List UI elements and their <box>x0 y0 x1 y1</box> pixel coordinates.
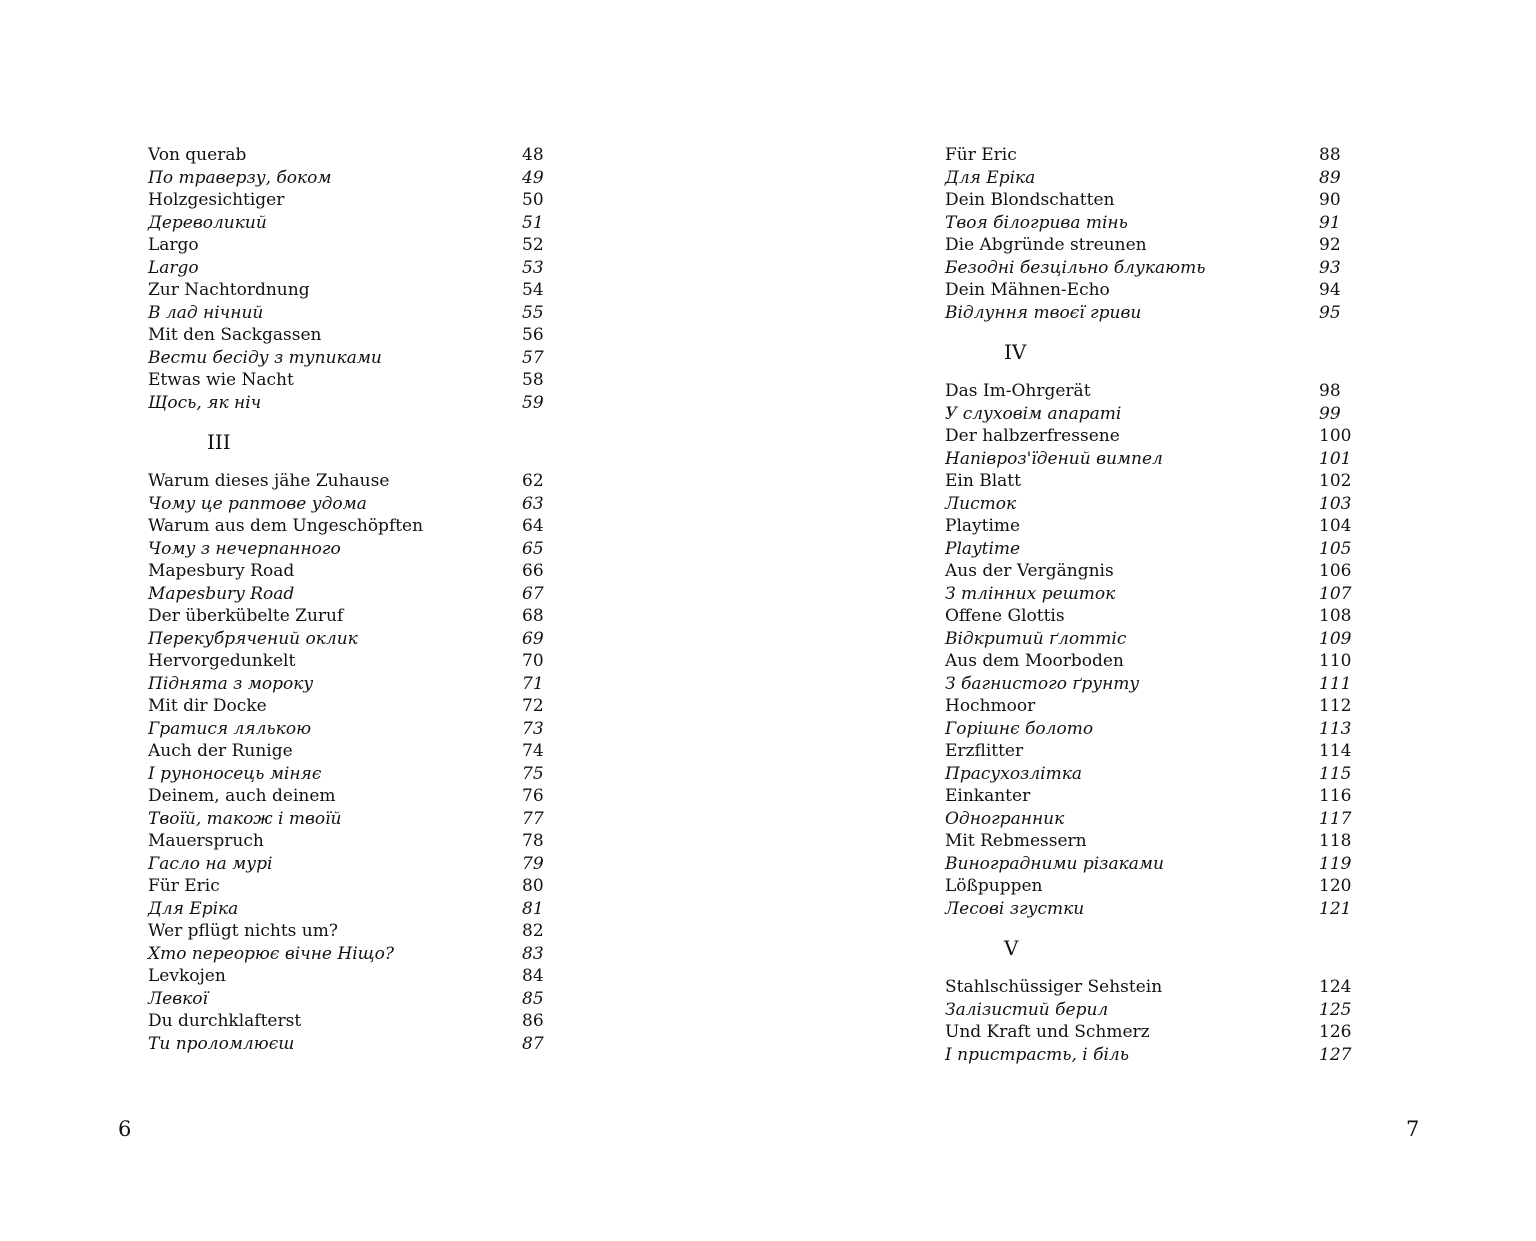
toc-entry-page: 117 <box>1319 808 1352 829</box>
toc-entry-title: Горішнє болото <box>945 718 1094 739</box>
page-number: 6 <box>118 1117 132 1141</box>
toc-entry-page: 82 <box>522 921 544 941</box>
toc-entry <box>945 167 1347 190</box>
toc-entry-page: 112 <box>1319 696 1352 716</box>
toc-entry-title: Mauerspruch <box>148 831 264 851</box>
toc-entry <box>148 650 544 673</box>
toc-entry-title: Одногранник <box>945 808 1065 829</box>
toc-entry <box>945 898 1352 921</box>
toc-entry <box>945 976 1352 999</box>
toc-entry-page: 88 <box>1319 145 1341 165</box>
toc-entry-page: 80 <box>522 876 544 896</box>
toc-entry-page: 68 <box>522 606 544 626</box>
toc-entry-title: Der überkübelte Zuruf <box>148 606 344 626</box>
toc-entry-title: Für Eric <box>148 876 220 896</box>
toc-entry-page: 111 <box>1319 673 1352 694</box>
toc-entry-title: Mit Rebmessern <box>945 831 1087 851</box>
page-number: 7 <box>1406 1117 1420 1141</box>
toc-right <box>945 144 1352 1066</box>
toc-group <box>945 976 1352 1066</box>
toc-entry-title: Hervorgedunkelt <box>148 651 296 671</box>
toc-entry-page: 99 <box>1319 403 1341 424</box>
toc-entry <box>945 144 1347 167</box>
toc-entry-title: І пристрасть, і біль <box>945 1044 1129 1065</box>
toc-entry-title: Die Abgründe streunen <box>945 235 1147 255</box>
toc-entry-title: Largo <box>148 235 199 255</box>
toc-entry-page: 55 <box>522 302 544 323</box>
toc-entry-page: 86 <box>522 1011 544 1031</box>
toc-entry-page: 120 <box>1319 876 1352 896</box>
toc-entry-page: 114 <box>1319 741 1352 761</box>
toc-entry-page: 100 <box>1319 426 1352 446</box>
toc-entry-title: Залізистий берил <box>945 999 1109 1020</box>
toc-entry-page: 87 <box>522 1033 544 1054</box>
toc-entry <box>148 943 544 966</box>
toc-entry-title: Hochmoor <box>945 696 1036 716</box>
toc-entry-title: Твоїй, також і твоїй <box>148 808 342 829</box>
toc-entry <box>148 538 544 561</box>
toc-entry-title: Щось, як ніч <box>148 392 262 413</box>
toc-entry <box>945 538 1352 561</box>
toc-entry <box>945 380 1347 403</box>
toc-entry-page: 62 <box>522 471 544 491</box>
toc-entry-title: Mit dir Docke <box>148 696 267 716</box>
toc-entry-page: 101 <box>1319 448 1352 469</box>
toc-entry <box>945 1021 1352 1044</box>
toc-entry-page: 110 <box>1319 651 1352 671</box>
toc-entry-title: Aus dem Moorboden <box>945 651 1124 671</box>
section-heading: III <box>207 430 231 454</box>
toc-entry-title: Чому з нечерпанного <box>148 538 341 559</box>
toc-entry-page: 121 <box>1319 898 1352 919</box>
toc-entry <box>945 628 1352 651</box>
toc-entry-page: 69 <box>522 628 544 649</box>
toc-entry-title: Відлуння твоєї гриви <box>945 302 1142 323</box>
toc-entry <box>945 673 1352 696</box>
toc-entry <box>148 875 544 898</box>
toc-entry <box>148 167 544 190</box>
toc-entry-title: Warum dieses jähe Zuhause <box>148 471 390 491</box>
toc-entry <box>148 988 544 1011</box>
toc-entry <box>945 425 1352 448</box>
toc-entry <box>148 369 544 392</box>
toc-entry <box>148 583 544 606</box>
toc-entry <box>148 279 544 302</box>
toc-entry-page: 91 <box>1319 212 1341 233</box>
toc-entry <box>148 830 544 853</box>
toc-entry-title: Dein Blondschatten <box>945 190 1115 210</box>
toc-entry-title: Levkojen <box>148 966 226 986</box>
toc-entry-page: 83 <box>522 943 544 964</box>
toc-entry <box>945 493 1352 516</box>
toc-entry <box>148 808 544 831</box>
toc-entry-title: Playtime <box>945 538 1021 559</box>
toc-entry-page: 74 <box>522 741 544 761</box>
toc-entry-page: 78 <box>522 831 544 851</box>
toc-entry-page: 75 <box>522 763 544 784</box>
toc-entry-page: 103 <box>1319 493 1352 514</box>
toc-entry <box>945 302 1347 325</box>
toc-entry-page: 76 <box>522 786 544 806</box>
toc-entry-title: Aus der Vergängnis <box>945 561 1114 581</box>
toc-entry-title: Der halbzerfressene <box>945 426 1120 446</box>
toc-entry-title: Für Eric <box>945 145 1017 165</box>
toc-entry-page: 50 <box>522 190 544 210</box>
toc-entry <box>148 189 544 212</box>
toc-entry-title: Для Еріка <box>945 167 1036 188</box>
toc-entry <box>945 740 1352 763</box>
toc-entry-title: З тлінних решток <box>945 583 1116 604</box>
toc-entry <box>148 324 544 347</box>
toc-group <box>945 144 1347 324</box>
toc-entry-page: 72 <box>522 696 544 716</box>
toc-entry-title: Перекубрячений оклик <box>148 628 358 649</box>
toc-entry-page: 93 <box>1319 257 1341 278</box>
toc-entry-title: Mapesbury Road <box>148 583 295 604</box>
toc-entry-title: Du durchklafterst <box>148 1011 302 1031</box>
toc-entry-page: 64 <box>522 516 544 536</box>
toc-entry <box>945 583 1352 606</box>
toc-entry <box>945 1044 1352 1067</box>
toc-entry-page: 49 <box>522 167 544 188</box>
toc-entry-title: Піднята з мороку <box>148 673 314 694</box>
toc-entry-title: Відкритий ґлоттіс <box>945 628 1127 649</box>
toc-entry-title: Lößpuppen <box>945 876 1043 896</box>
toc-entry-page: 59 <box>522 392 544 413</box>
toc-entry <box>148 1010 544 1033</box>
toc-entry-page: 104 <box>1319 516 1352 536</box>
toc-entry-page: 57 <box>522 347 544 368</box>
toc-entry <box>945 785 1352 808</box>
toc-entry-title: Листок <box>945 493 1017 514</box>
section-heading: V <box>1004 936 1019 960</box>
toc-entry-page: 125 <box>1319 999 1352 1020</box>
toc-entry-page: 118 <box>1319 831 1352 851</box>
toc-entry <box>148 493 544 516</box>
toc-entry-title: Warum aus dem Ungeschöpften <box>148 516 424 536</box>
toc-entry-title: Хто переорює вічне Ніщо? <box>148 943 395 964</box>
toc-entry-title: Stahlschüssiger Sehstein <box>945 977 1163 997</box>
right-page <box>768 0 1536 1241</box>
toc-entry <box>148 470 544 493</box>
toc-entry-title: Твоя білогрива тінь <box>945 212 1128 233</box>
toc-entry <box>945 189 1347 212</box>
toc-entry-title: В лад нічний <box>148 302 264 323</box>
toc-entry-title: Ein Blatt <box>945 471 1021 491</box>
toc-entry-title: Для Еріка <box>148 898 239 919</box>
toc-entry <box>945 763 1352 786</box>
toc-entry-title: Дереволикий <box>148 212 267 233</box>
toc-entry <box>945 279 1347 302</box>
toc-entry-title: Чому це раптове удома <box>148 493 367 514</box>
toc-entry <box>148 515 544 538</box>
toc-entry-page: 85 <box>522 988 544 1009</box>
toc-entry-title: Erzflitter <box>945 741 1024 761</box>
toc-entry <box>945 257 1347 280</box>
toc-entry-page: 108 <box>1319 606 1352 626</box>
toc-entry-title: Гасло на мурі <box>148 853 273 874</box>
toc-entry <box>148 392 544 415</box>
toc-entry-title: По траверзу, боком <box>148 167 332 188</box>
toc-entry <box>148 302 544 325</box>
toc-entry-title: У слуховім апараті <box>945 403 1122 424</box>
toc-entry <box>945 999 1352 1022</box>
toc-entry <box>148 965 544 988</box>
toc-entry <box>945 650 1352 673</box>
toc-entry-title: З багнистого ґрунту <box>945 673 1140 694</box>
section-heading-III <box>148 414 544 470</box>
toc-entry-page: 105 <box>1319 538 1352 559</box>
toc-entry-page: 126 <box>1319 1022 1352 1042</box>
toc-entry-page: 67 <box>522 583 544 604</box>
toc-entry <box>945 470 1352 493</box>
toc-entry-title: Playtime <box>945 516 1021 536</box>
toc-group <box>148 470 544 1055</box>
toc-entry <box>945 448 1352 471</box>
toc-entry-title: Holzgesichtiger <box>148 190 285 210</box>
toc-left <box>148 144 544 1055</box>
toc-entry-title: Wer pflügt nichts um? <box>148 921 338 941</box>
toc-entry <box>945 515 1352 538</box>
toc-entry <box>148 763 544 786</box>
toc-entry-title: Виноградними різаками <box>945 853 1164 874</box>
toc-entry-page: 115 <box>1319 763 1352 784</box>
toc-entry-page: 107 <box>1319 583 1352 604</box>
toc-entry-title: Вести бесіду з тупиками <box>148 347 382 368</box>
section-heading-IV <box>945 324 1347 380</box>
toc-entry-title: Deinem, auch deinem <box>148 786 336 806</box>
toc-entry <box>945 605 1352 628</box>
toc-entry <box>945 212 1347 235</box>
toc-entry-title: Гратися лялькою <box>148 718 312 739</box>
toc-entry-title: І руноносець міняє <box>148 763 322 784</box>
toc-entry-page: 124 <box>1319 977 1352 997</box>
toc-entry-page: 90 <box>1319 190 1341 210</box>
toc-entry <box>945 695 1352 718</box>
toc-entry-page: 73 <box>522 718 544 739</box>
toc-entry-page: 119 <box>1319 853 1352 874</box>
toc-group <box>148 144 544 414</box>
toc-entry <box>945 808 1352 831</box>
toc-entry <box>148 718 544 741</box>
toc-entry-page: 56 <box>522 325 544 345</box>
toc-entry-page: 81 <box>522 898 544 919</box>
toc-entry-page: 94 <box>1319 280 1341 300</box>
toc-entry-title: Безодні безцільно блукають <box>945 257 1206 278</box>
toc-entry-page: 116 <box>1319 786 1352 806</box>
toc-entry <box>148 144 544 167</box>
toc-entry-page: 48 <box>522 145 544 165</box>
toc-entry-title: Einkanter <box>945 786 1031 806</box>
section-heading-V <box>945 920 1347 976</box>
toc-entry-title: Und Kraft und Schmerz <box>945 1022 1150 1042</box>
toc-entry <box>945 403 1347 426</box>
toc-entry-title: Offene Glottis <box>945 606 1065 626</box>
toc-entry-page: 95 <box>1319 302 1341 323</box>
toc-entry <box>148 605 544 628</box>
toc-entry-title: Zur Nachtordnung <box>148 280 310 300</box>
toc-entry-page: 84 <box>522 966 544 986</box>
toc-entry-page: 79 <box>522 853 544 874</box>
toc-entry <box>945 853 1352 876</box>
toc-entry-page: 51 <box>522 212 544 233</box>
toc-entry-title: Mit den Sackgassen <box>148 325 322 345</box>
toc-entry-page: 92 <box>1319 235 1341 255</box>
toc-entry-title: Etwas wie Nacht <box>148 370 294 390</box>
toc-entry <box>945 234 1347 257</box>
toc-entry <box>945 560 1352 583</box>
toc-entry-page: 70 <box>522 651 544 671</box>
toc-entry-title: Das Im-Ohrgerät <box>945 381 1091 401</box>
toc-entry <box>148 212 544 235</box>
toc-entry <box>148 920 544 943</box>
toc-entry-page: 54 <box>522 280 544 300</box>
toc-entry-title: Auch der Runige <box>148 741 293 761</box>
toc-entry-page: 106 <box>1319 561 1352 581</box>
toc-entry-title: Напівроз'їдений вимпел <box>945 448 1163 469</box>
toc-entry <box>945 718 1352 741</box>
toc-entry-page: 109 <box>1319 628 1352 649</box>
toc-entry <box>148 853 544 876</box>
toc-entry-title: Dein Mähnen-Echo <box>945 280 1110 300</box>
toc-entry <box>148 695 544 718</box>
toc-entry-page: 113 <box>1319 718 1352 739</box>
toc-entry-title: Ти проломлюєш <box>148 1033 295 1054</box>
toc-entry-page: 127 <box>1319 1044 1352 1065</box>
toc-entry <box>945 830 1352 853</box>
toc-entry <box>148 234 544 257</box>
toc-entry <box>148 740 544 763</box>
toc-entry <box>148 1033 544 1056</box>
toc-entry-title: Largo <box>148 257 199 278</box>
toc-entry <box>148 898 544 921</box>
toc-entry-page: 89 <box>1319 167 1341 188</box>
toc-entry <box>148 347 544 370</box>
toc-entry-page: 102 <box>1319 471 1352 491</box>
toc-entry-page: 77 <box>522 808 544 829</box>
toc-entry <box>148 785 544 808</box>
toc-entry-page: 66 <box>522 561 544 581</box>
toc-entry <box>148 673 544 696</box>
section-heading: IV <box>1004 340 1027 364</box>
toc-entry-page: 71 <box>522 673 544 694</box>
toc-entry-page: 63 <box>522 493 544 514</box>
toc-entry-title: Прасухозлітка <box>945 763 1082 784</box>
toc-entry-title: Von querab <box>148 145 247 165</box>
toc-entry-page: 65 <box>522 538 544 559</box>
toc-entry <box>148 257 544 280</box>
toc-entry-title: Лесові згустки <box>945 898 1085 919</box>
toc-entry-page: 52 <box>522 235 544 255</box>
toc-entry-page: 98 <box>1319 381 1341 401</box>
toc-entry-title: Левкої <box>148 988 208 1009</box>
toc-entry <box>148 560 544 583</box>
toc-group <box>945 380 1352 920</box>
toc-entry-page: 53 <box>522 257 544 278</box>
toc-entry-page: 58 <box>522 370 544 390</box>
toc-entry <box>945 875 1352 898</box>
toc-entry <box>148 628 544 651</box>
toc-entry-title: Mapesbury Road <box>148 561 295 581</box>
